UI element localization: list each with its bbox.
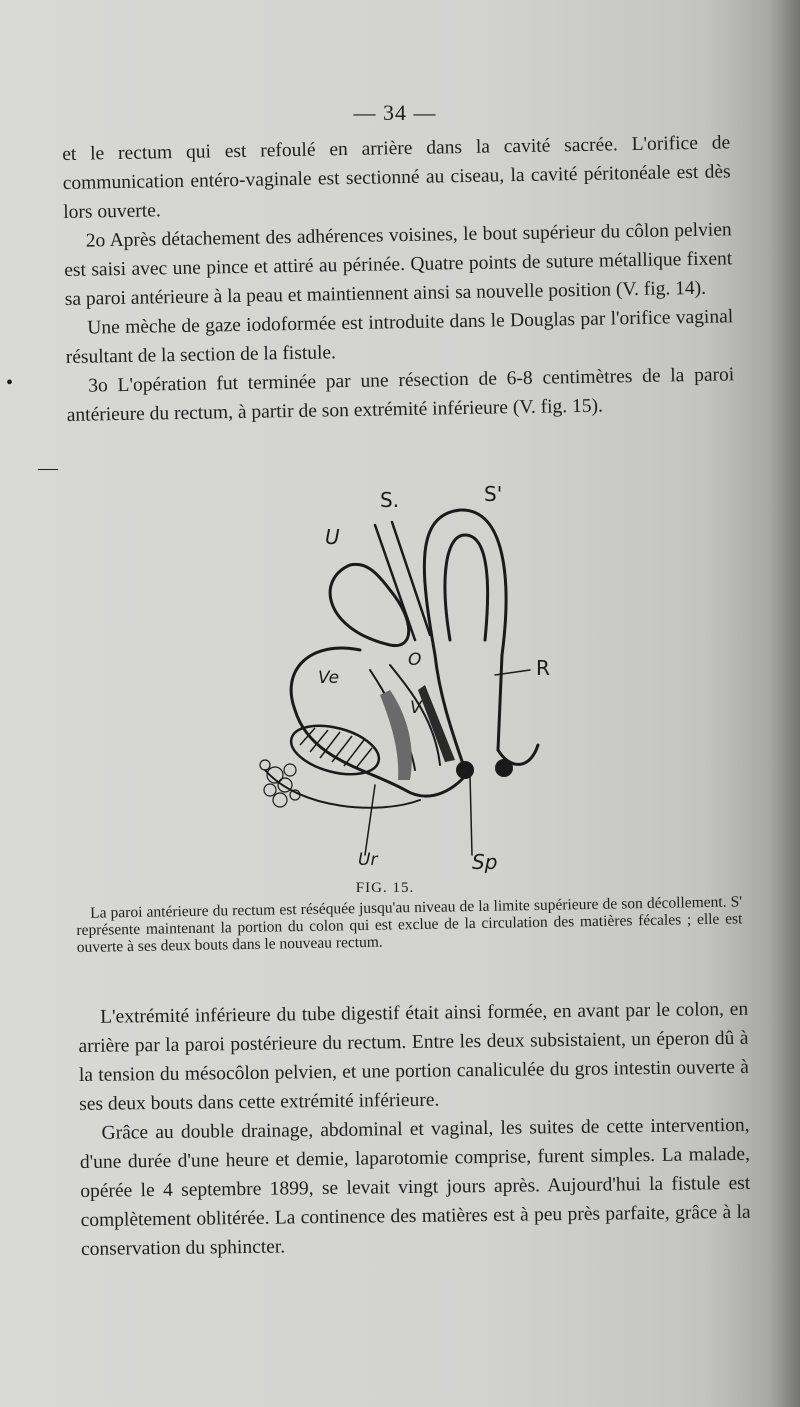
sphincter-dot-right: [495, 759, 513, 777]
label-sp: Sp: [472, 850, 498, 874]
label-s: S.: [380, 488, 400, 512]
shaded-septum: [380, 690, 412, 780]
sphincter-dot-left: [456, 761, 474, 779]
paragraph-4: 3o L'opération fut terminée par une résection de 6-8 centimètres de la paroi antérieure du rectum, à partir de son extrémité inférieure (V. fig. 15).: [66, 364, 735, 426]
pointer-sp: [470, 775, 472, 855]
paragraph-1: et le rectum qui est refoulé en arrière dans la cavité sacrée. L'orifice de communication entéro-vaginale est sectionné au ciseau, la cavité péritonéale est dès lors ouverte.: [62, 132, 731, 223]
paragraph-6: Grâce au double drainage, abdominal et vaginal, les suites de cette intervention, d'une durée d'une heure et demie, laparotomie comprise, furent simples. La malade, opérée le 4 septembre 1899, se levait vingt jours après. Aujourd'hui la fistule est complètement oblitérée. La continence des matières est à peu près parfaite, grâce à la conservation du sphincter.: [79, 1114, 751, 1260]
figure-title: FIG. 15.: [355, 880, 415, 896]
label-ur: Ur: [358, 850, 378, 870]
margin-dot: •: [6, 372, 14, 394]
page-number: — 34 —: [353, 100, 437, 125]
pointer-ur: [365, 785, 375, 855]
label-u: U: [325, 525, 340, 549]
label-o: O: [408, 650, 422, 670]
figure-caption: [76, 893, 743, 956]
label-v: V: [410, 698, 422, 718]
uterus-loop: [330, 564, 409, 645]
bottom-text-block: [78, 995, 751, 1264]
label-s-prime: S': [484, 482, 503, 506]
label-r: R: [536, 656, 550, 680]
caption-text: La paroi antérieure du rectum est réséquée jusqu'au niveau de la limite supérieure de son décollement. S' représente maintenant la portion du colon qui est exclue de la circulation des matières fécales ; elle est ouverte à ses deux bouts dans le nouveau rectum.: [76, 893, 743, 956]
paragraph-3: Une mèche de gaze iodoformée est introduite dans le Douglas par l'orifice vaginal résultant de la section de la fistule.: [65, 306, 734, 368]
top-text-block: [62, 128, 735, 430]
label-ve: Ve: [318, 668, 340, 688]
anatomical-figure: [240, 470, 570, 880]
paragraph-2: 2o Après détachement des adhérences voisines, le bout supérieur du côlon pelvien est saisi avec une pince et attiré au périnée. Quatre points de suture métallique fixent sa paroi antérieure à la peau et maintiennent ainsi sa nouvelle position (V. fig. 14).: [64, 219, 733, 310]
sigmoid-loop-inner: [445, 535, 488, 640]
figure-drawing: [240, 470, 570, 880]
sigmoid-loop-outer: [424, 510, 506, 655]
rectum-back-wall: [498, 655, 502, 750]
paragraph-5: L'extrémité inférieure du tube digestif était ainsi formée, en avant par le colon, en arrière par la paroi postérieure du rectum. Entre les deux subsistaient, un éperon dû à la tension du mésocôlon pelvien, et une portion canaliculée du gros intestin ouverte à ses deux bouts dans cette extrémité inférieure.: [78, 998, 749, 1115]
page-edge-shadow: [770, 0, 800, 1407]
margin-mark: —: [38, 457, 58, 479]
